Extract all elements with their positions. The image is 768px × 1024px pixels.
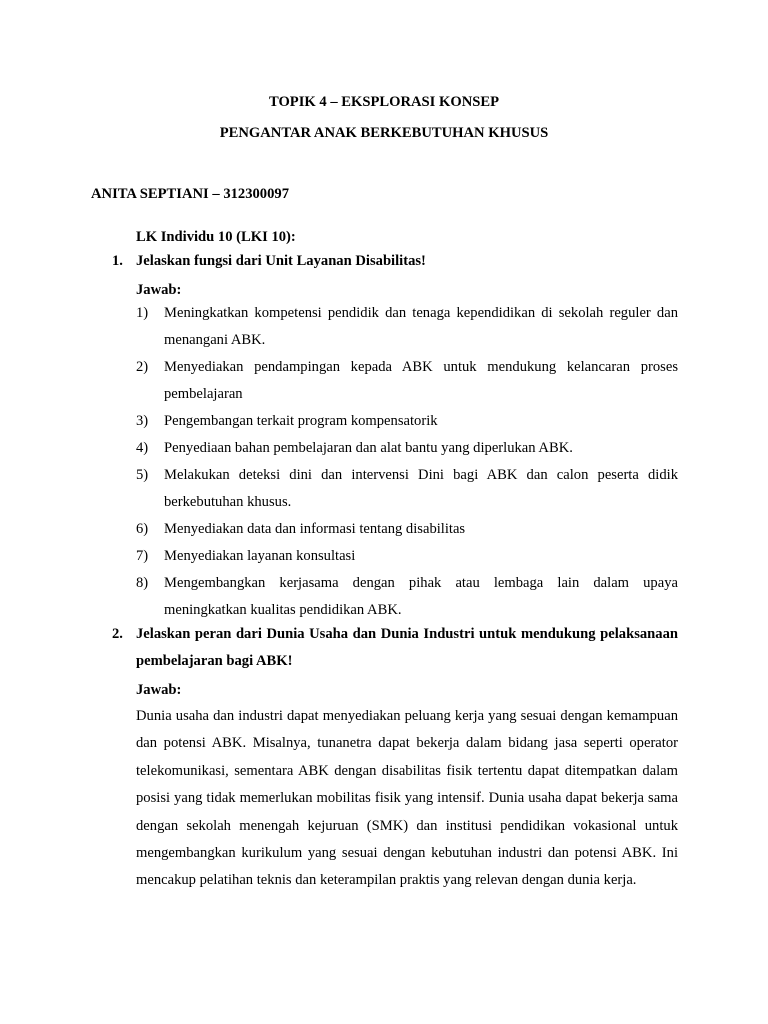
list-item-text: Pengembangan terkait program kompensatorik (164, 413, 438, 429)
list-item (136, 435, 678, 462)
list-marker: 2) (136, 359, 149, 375)
worksheet-label: LK Individu 10 (LKI 10): (136, 229, 296, 245)
list-item (136, 300, 678, 354)
author-line: ANITA SEPTIANI – 312300097 (91, 186, 289, 202)
list-item-text: Meningkatkan kompetensi pendidik dan tenaga kependidikan di sekolah reguler dan menangani ABK. (164, 305, 678, 348)
document-title: TOPIK 4 – EKSPLORASI KONSEP (268, 94, 500, 110)
list-item (136, 462, 678, 516)
list-marker: 4) (136, 440, 149, 456)
list-item (136, 543, 678, 570)
list-item (136, 516, 678, 543)
list-item-text: Penyediaan bahan pembelajaran dan alat bantu yang diperlukan ABK. (164, 440, 573, 456)
list-marker: 5) (136, 467, 149, 483)
question-number: 1. (112, 253, 123, 269)
list-item-text: Melakukan deteksi dini dan intervensi Dini bagi ABK dan calon peserta didik berkebutuhan khusus. (164, 467, 678, 510)
list-marker: 7) (136, 548, 149, 564)
answer-label: Jawab: (136, 682, 182, 698)
question-2 (112, 621, 678, 675)
question-1 (112, 248, 678, 275)
list-marker: 3) (136, 413, 149, 429)
answer-label: Jawab: (136, 282, 182, 298)
question-text: Jelaskan peran dari Dunia Usaha dan Dunia Industri untuk mendukung pelaksanaan pembelajaran bagi ABK! (136, 626, 678, 669)
list-item-text: Menyediakan layanan konsultasi (164, 548, 356, 564)
document-subtitle: PENGANTAR ANAK BERKEBUTUHAN KHUSUS (219, 125, 549, 141)
list-item (136, 408, 678, 435)
list-item (136, 354, 678, 408)
list-item-text: Menyediakan data dan informasi tentang disabilitas (164, 521, 466, 537)
list-item-text: Mengembangkan kerjasama dengan pihak atau lembaga lain dalam upaya meningkatkan kualitas pendidikan ABK. (164, 575, 678, 618)
question-number: 2. (112, 626, 123, 642)
answer-list (136, 300, 678, 624)
list-marker: 1) (136, 305, 149, 321)
question-text: Jelaskan fungsi dari Unit Layanan Disabilitas! (136, 253, 426, 269)
list-marker: 6) (136, 521, 149, 537)
list-item-text: Menyediakan pendampingan kepada ABK untuk mendukung kelancaran proses pembelajaran (164, 359, 678, 402)
answer-paragraph: Dunia usaha dan industri dapat menyediakan peluang kerja yang sesuai dengan kemampuan dan potensi ABK. Misalnya, tunanetra dapat bekerja dalam bidang jasa seperti operator telekomunikasi, sementara ABK dengan disabilitas fisik tertentu dapat ditempatkan dalam posisi yang tidak memerlukan mobilitas fisik yang intensif. Dunia usaha dapat bekerja sama dengan sekolah menengah kejuruan (SMK) dan institusi pendidikan vokasional untuk mengembangkan kurikulum yang sesuai dengan kebutuhan industri dan potensi ABK. Ini mencakup pelatihan teknis dan keterampilan praktis yang relevan dengan dunia kerja. (136, 708, 678, 889)
list-marker: 8) (136, 575, 149, 591)
list-item (136, 570, 678, 624)
